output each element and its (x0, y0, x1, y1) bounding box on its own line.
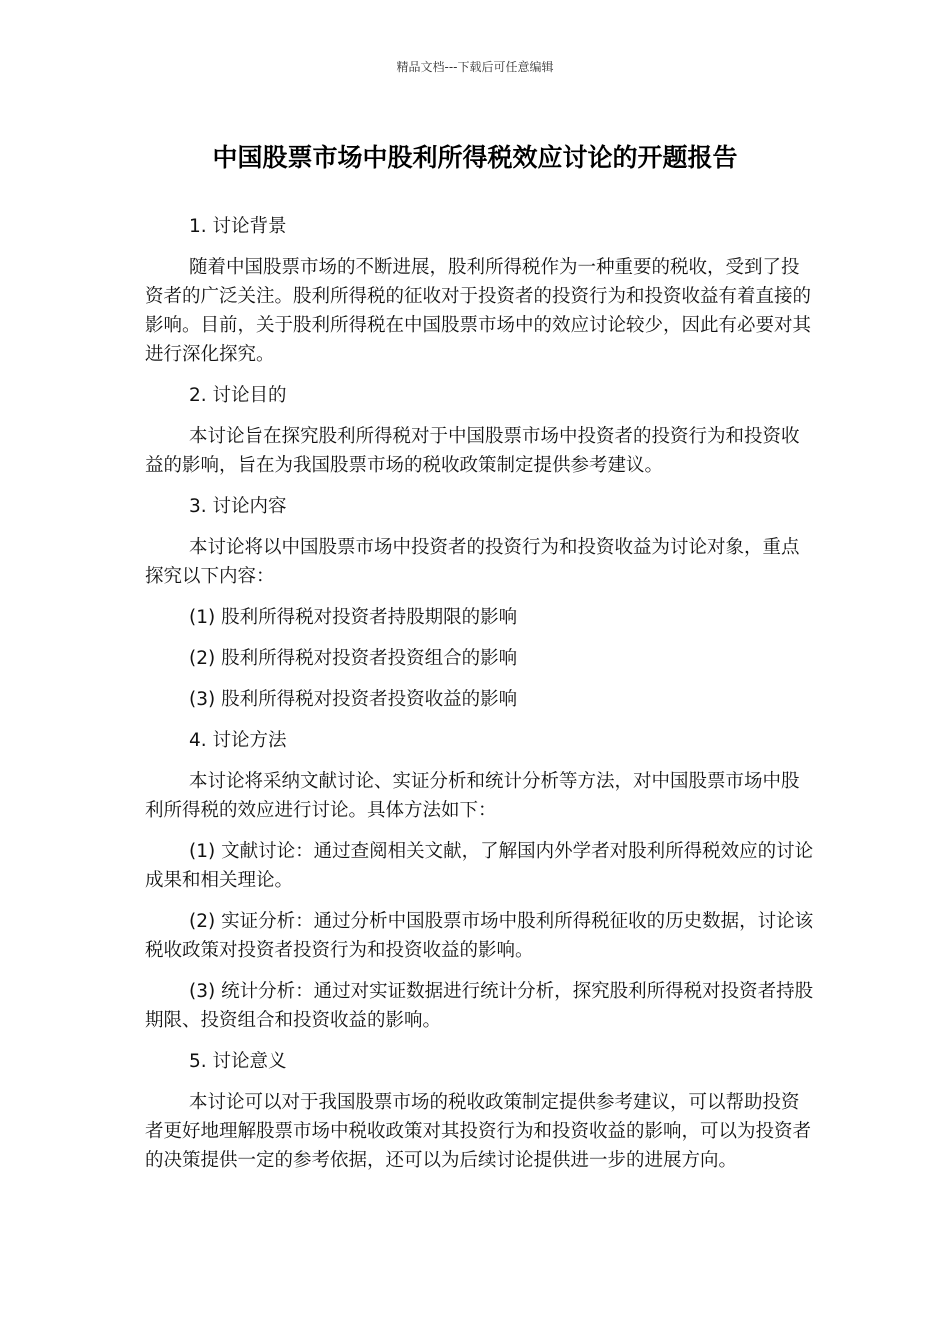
section-heading-content: 3. 讨论内容 (189, 496, 287, 517)
content-item-2: (2) 股利所得税对投资者投资组合的影响 (189, 648, 518, 669)
content-item-3: (3) 股利所得税对投资者投资收益的影响 (189, 689, 518, 710)
paragraph-purpose: 本讨论旨在探究股利所得税对于中国股票市场中投资者的投资行为和投资收益的影响，旨在为我国股票市场的税收政策制定提供参考建议。 (145, 426, 800, 476)
section-heading-purpose: 2. 讨论目的 (189, 385, 287, 406)
paragraph-background: 随着中国股票市场的不断进展，股利所得税作为一种重要的税收，受到了投资者的广泛关注。股利所得税的征收对于投资者的投资行为和投资收益有着直接的影响。目前，关于股利所得税在中国股票市场中的效应讨论较少，因此有必要对其进行深化探究。 (145, 257, 812, 365)
header-note: 精品文档---下载后可任意编辑 (396, 60, 554, 74)
paragraph-method-intro: 本讨论将采纳文献讨论、实证分析和统计分析等方法，对中国股票市场中股利所得税的效应进行讨论。具体方法如下： (145, 771, 800, 821)
method-item-2: (2) 实证分析：通过分析中国股票市场中股利所得税征收的历史数据，讨论该税收政策对投资者投资行为和投资收益的影响。 (145, 911, 814, 961)
document-title: 中国股票市场中股利所得税效应讨论的开题报告 (212, 143, 738, 172)
content-item-1: (1) 股利所得税对投资者持股期限的影响 (189, 607, 518, 628)
section-heading-significance: 5. 讨论意义 (189, 1051, 287, 1072)
method-item-1: (1) 文献讨论：通过查阅相关文献，了解国内外学者对股利所得税效应的讨论成果和相关理论。 (145, 841, 814, 891)
document-body (145, 212, 815, 1187)
section-heading-method: 4. 讨论方法 (189, 730, 287, 751)
method-item-3: (3) 统计分析：通过对实证数据进行统计分析，探究股利所得税对投资者持股期限、投资组合和投资收益的影响。 (145, 981, 814, 1031)
section-heading-background: 1. 讨论背景 (189, 216, 287, 237)
paragraph-significance: 本讨论可以对于我国股票市场的税收政策制定提供参考建议，可以帮助投资者更好地理解股票市场中税收政策对其投资行为和投资收益的影响，可以为投资者的决策提供一定的参考依据，还可以为后续讨论提供进一步的进展方向。 (145, 1092, 812, 1171)
paragraph-content-intro: 本讨论将以中国股票市场中投资者的投资行为和投资收益为讨论对象，重点探究以下内容： (145, 537, 800, 587)
